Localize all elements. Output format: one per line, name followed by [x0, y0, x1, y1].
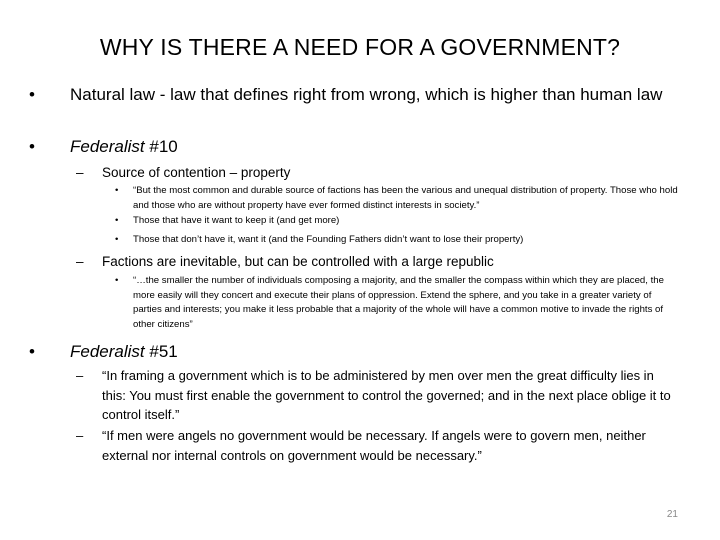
bullet-icon: • [29, 342, 35, 361]
republic-quote: “…the smaller the number of individuals composing a majority, and the smaller the compass within which they are placed, the more easily will they concert and execute their plans of oppression. Extend the sphere, and you take in a greater variety of parties and interests; you make it less probable that a majority of the whole will have a common motive to invade the rights of other citizens” [133, 275, 664, 330]
property-point-1: “But the most common and durable source of factions has been the various and unequal distribution of property. Those who hold and those who are without property have ever formed distinct interests in society.” [133, 185, 678, 211]
federalist-10-number: #10 [144, 137, 178, 156]
dash-icon: – [76, 428, 84, 443]
dash-icon: – [76, 165, 84, 180]
slide-title: WHY IS THERE A NEED FOR A GOVERNMENT? [99, 34, 621, 60]
factions-text: Factions are inevitable, but can be controlled with a large republic [102, 254, 494, 269]
federalist-51-label: Federalist [70, 342, 145, 361]
angels-quote: “If men were angels no government would be necessary. If angels were to govern men, neither external nor internal controls on government would be necessary.” [102, 428, 646, 463]
federalist-10-heading [70, 136, 670, 157]
bullet-icon: • [115, 185, 119, 196]
dash-icon: – [76, 368, 84, 383]
bullet-icon: • [29, 137, 35, 156]
page-number: 21 [666, 509, 678, 520]
framing-quote: “In framing a government which is to be administered by men over men the great difficulty lies in this: You must first enable the government to control the governed; and in the next place oblige it to control itself.” [102, 368, 671, 422]
federalist-10-label: Federalist [70, 137, 145, 156]
federalist-51-number: #51 [144, 342, 178, 361]
bullet-icon: • [115, 215, 119, 226]
bullet-icon: • [29, 85, 35, 104]
dash-icon: – [76, 254, 84, 269]
property-point-2: Those that have it want to keep it (and get more) [133, 215, 340, 226]
federalist-51-heading [70, 341, 670, 362]
property-point-3: Those that don’t have it, want it (and the Founding Fathers didn’t want to lose their property) [133, 234, 524, 245]
bullet-icon: • [115, 234, 119, 245]
contention-text: Source of contention – property [102, 165, 291, 180]
bullet-icon: • [115, 275, 119, 286]
natural-law-text: Natural law - law that defines right from wrong, which is higher than human law [70, 85, 663, 104]
